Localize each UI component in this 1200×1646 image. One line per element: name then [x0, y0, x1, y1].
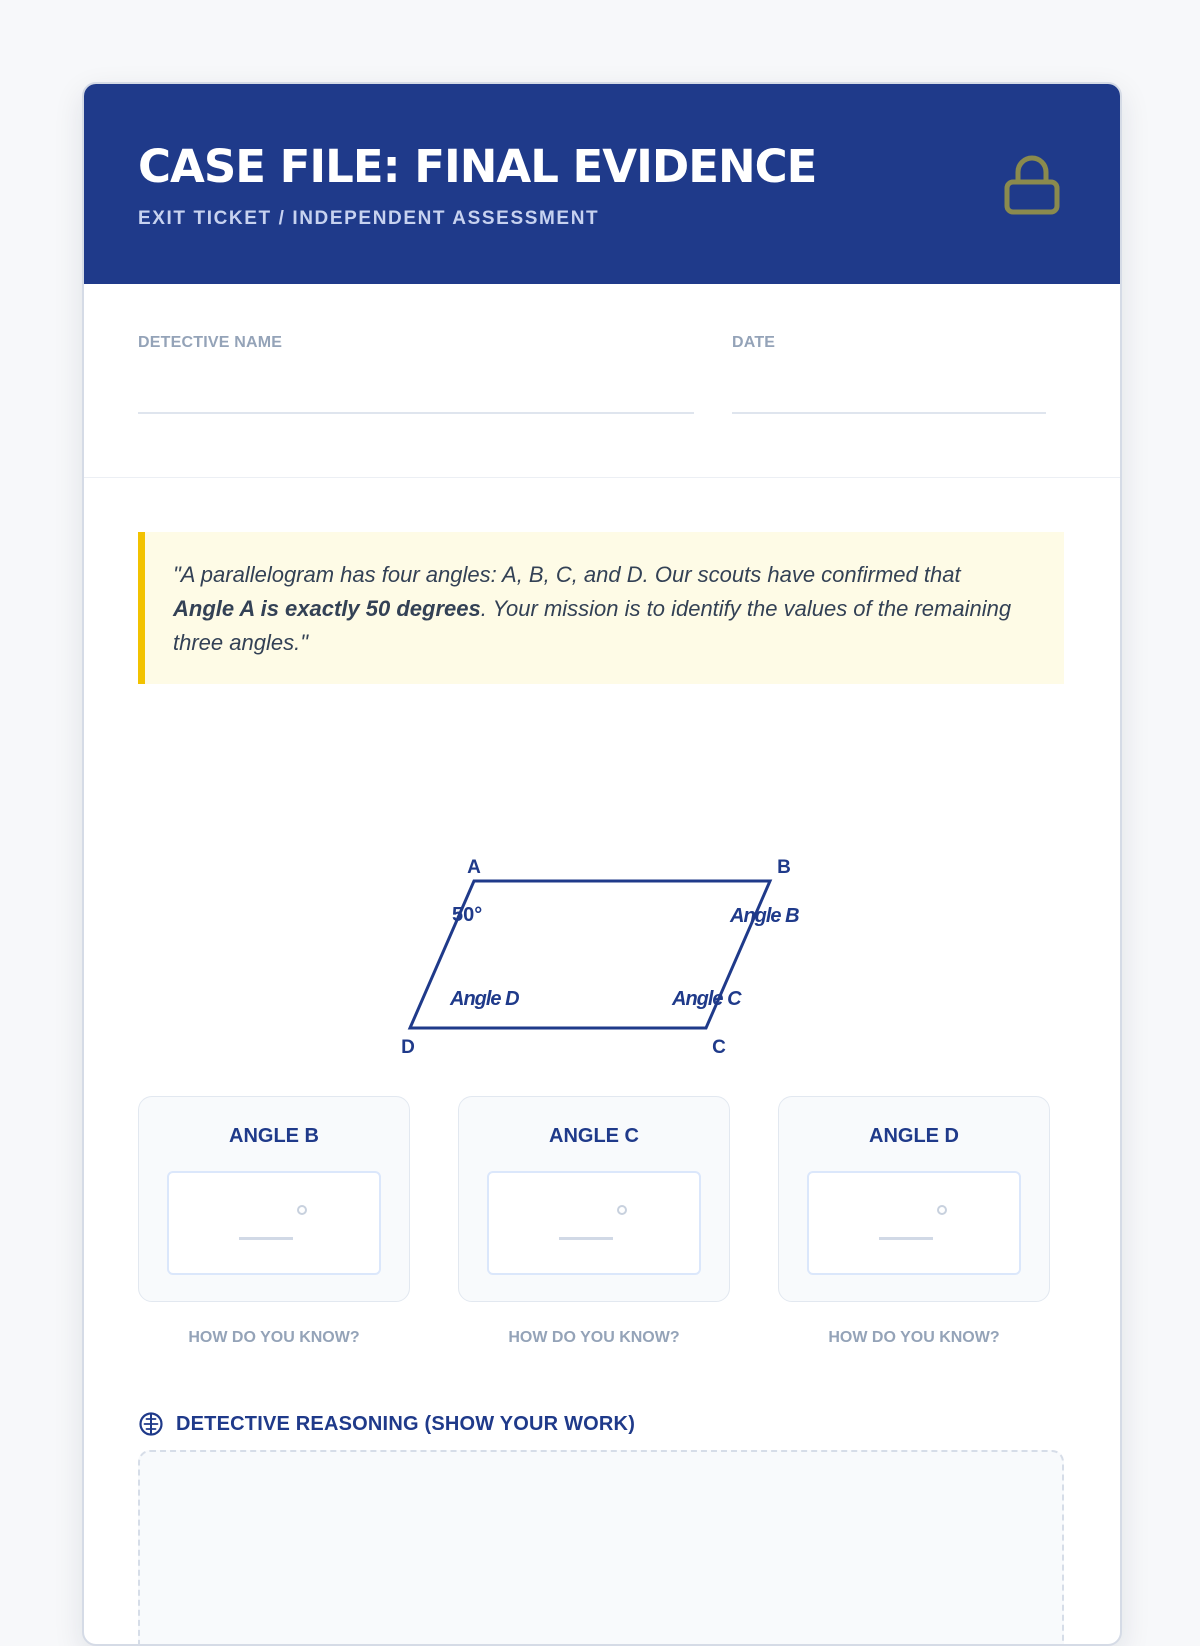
- answer-blank: [879, 1237, 933, 1240]
- quote-text-end: . Your mission is to identify the values of the remaining three angles.": [173, 596, 1012, 655]
- degree-symbol: [937, 1205, 947, 1215]
- reasoning-title: DETECTIVE REASONING (SHOW YOUR WORK): [176, 1412, 636, 1435]
- degree-symbol: [617, 1205, 627, 1215]
- quote-text-start: "A parallelogram has four angles: A, B, C, and D. Our scouts have confirmed that: [173, 562, 961, 587]
- quote-emphasis: Angle A is exactly 50 degrees: [173, 596, 481, 621]
- brain-icon: [138, 1411, 164, 1437]
- vertex-a-label: A: [467, 857, 481, 878]
- exit-ticket-card: [82, 82, 1122, 1646]
- angle-b-help: HOW DO YOU KNOW?: [188, 1329, 360, 1346]
- case-file-header: [84, 84, 1120, 284]
- detective-name-field[interactable]: [138, 412, 694, 414]
- vertex-d-label: D: [401, 1037, 415, 1058]
- angle-c-card: [458, 1096, 730, 1302]
- page-subtitle: EXIT TICKET / INDEPENDENT ASSESSMENT: [138, 208, 600, 229]
- reasoning-work-area[interactable]: [138, 1450, 1064, 1646]
- angle-b-card: [138, 1096, 410, 1302]
- section-divider: [84, 477, 1120, 478]
- detective-name-label: DETECTIVE NAME: [138, 334, 283, 351]
- angle-b-label: Angle B: [730, 905, 799, 927]
- case-brief-quote: [138, 532, 1064, 684]
- date-label: DATE: [732, 334, 776, 351]
- vertex-c-label: C: [712, 1037, 726, 1058]
- angle-c-label: Angle C: [672, 988, 741, 1010]
- angle-d-help: HOW DO YOU KNOW?: [828, 1329, 1000, 1346]
- parallelogram-diagram: [384, 769, 904, 1099]
- answer-blank: [239, 1237, 293, 1240]
- date-field[interactable]: [732, 412, 1046, 414]
- answer-blank: [559, 1237, 613, 1240]
- angle-d-label: Angle D: [450, 988, 519, 1010]
- angle-a-value: 50°: [452, 904, 483, 926]
- page-title: CASE FILE: FINAL EVIDENCE: [138, 140, 817, 193]
- angle-b-input[interactable]: [167, 1171, 381, 1275]
- angle-c-title: ANGLE C: [549, 1125, 639, 1147]
- lock-icon: [1002, 152, 1062, 218]
- angle-d-title: ANGLE D: [869, 1125, 959, 1147]
- angle-c-help: HOW DO YOU KNOW?: [508, 1329, 680, 1346]
- reasoning-heading: [138, 1410, 635, 1438]
- degree-symbol: [297, 1205, 307, 1215]
- angle-c-input[interactable]: [487, 1171, 701, 1275]
- angle-d-card: [778, 1096, 1050, 1302]
- angle-d-input[interactable]: [807, 1171, 1021, 1275]
- angle-b-title: ANGLE B: [229, 1125, 319, 1147]
- vertex-b-label: B: [777, 857, 791, 878]
